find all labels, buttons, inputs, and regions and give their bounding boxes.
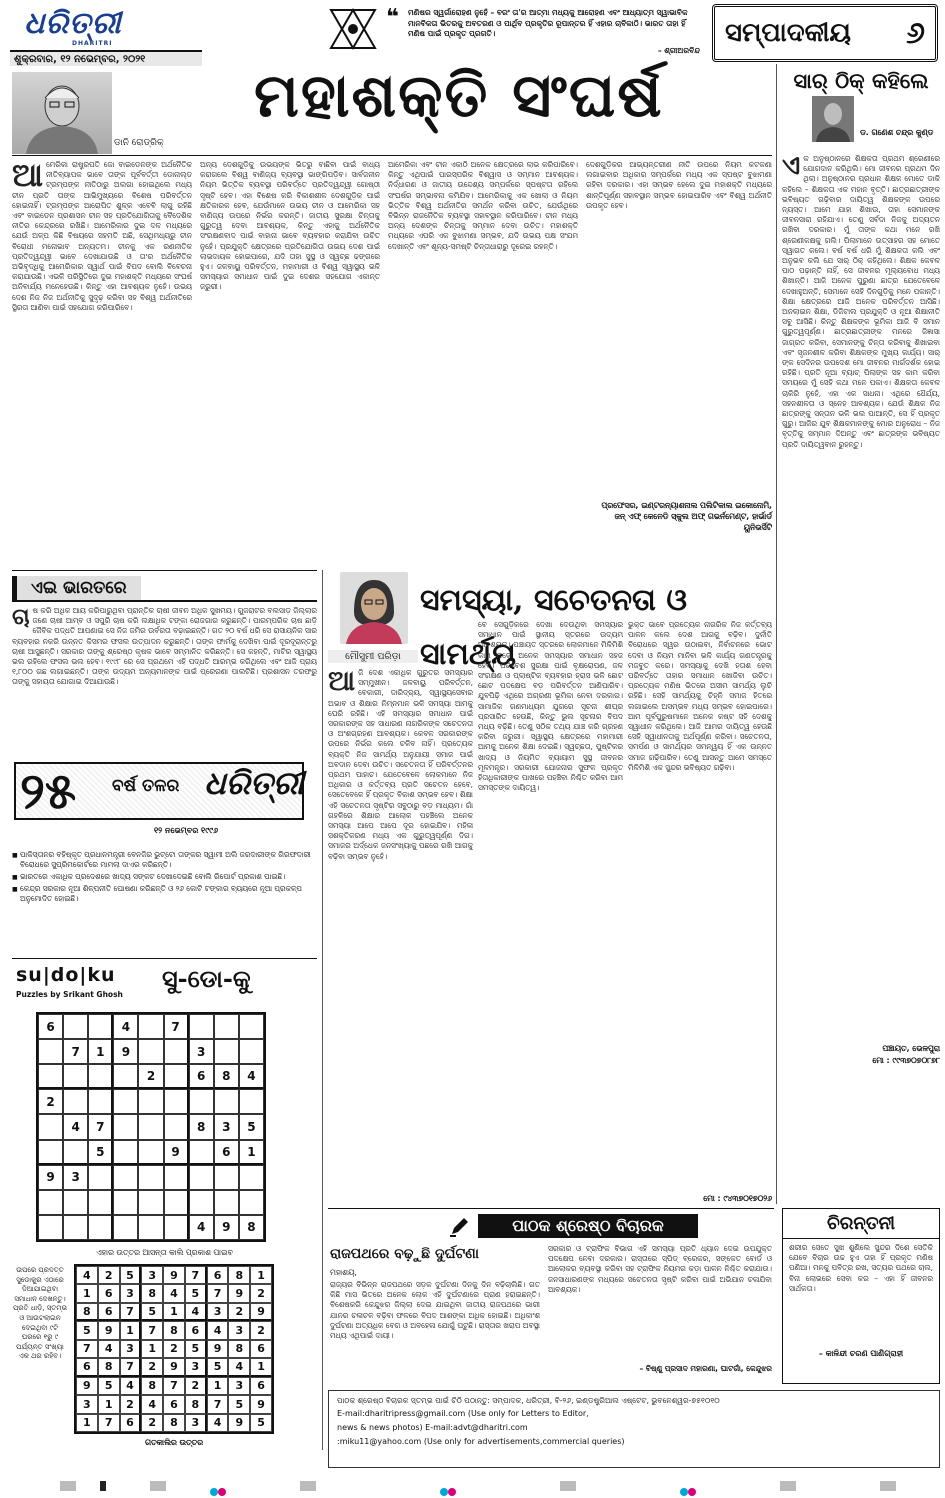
list-item: ■ କେନ୍ଦ୍ର ସରକାର ନୂଆ ଶିଳ୍ପନୀତି ଘୋଷଣା କରିଛନ୍ତି ଓ ୨୬ କୋଟି ଟଙ୍କାର ବ୍ୟୟରେ ନୂଆ ପ୍ରକଳ୍ପ ଅନୁମୋଦିତ ହୋଇଛି। [12,884,317,904]
ei-bharatare-title: ଏଇ ଭାରତରେ [12,576,141,600]
sudoku-cell[interactable] [214,1190,239,1215]
sudoku-cell: 2 [185,1377,207,1395]
letter-title: ରାଜପଥରେ ବଢ଼ୁଛି ଦୁର୍ଘଟଣା [330,1246,479,1262]
sudoku-cell: 2 [250,1321,272,1339]
list-item: ■ ପାକିସ୍ତାନର ବହିଷ୍କୃତ ପ୍ରଧାନମନ୍ତ୍ରୀ ବେନଜିର ଭୁଟ୍ଟୋ ତାଙ୍କର ସ୍ୱାମୀ ଅଲି ଜରଦାରୀଙ୍କ ଗିରଫଦାରୀ ବିରୋଧରେ ସୁପ୍ରିମକୋର୍ଟରେ ମାମଲା ଦାଏର କରିଛନ୍ତି। [12,850,317,870]
chirantani-box [782,1208,940,1384]
sudoku-cell[interactable]: 7 [88,1114,113,1139]
sir-dropcap: ଏ [782,154,801,181]
second-phone: ମୋ : ୯୪୩୭୦୧୭୦୨୬ [703,1194,772,1203]
sudoku-cell[interactable] [189,1165,214,1190]
second-body-col1: ଆ ଜି ଦେଶ ଏକାଧିକ ଗୁରୁତର ସମସ୍ୟାର ସମ୍ମୁଖୀନ। ଜଳବାୟୁ ପରିବର୍ତ୍ତନ, ବେକାରୀ, ଦାରିଦ୍ର୍ୟ, ସ୍ୱାସ୍ଥ୍ୟସେବାର ଅଭାବ ଓ ଶିକ୍ଷାର ନିମ୍ନମାନ ଭଳି ସମସ୍ୟା ଆମକୁ ଘେରି ରହିଛି। ଏହି ସମସ୍ୟାର ସମାଧାନ ପାଇଁ ସରକାରଙ୍କ ସହ ସାଧାରଣ ନାଗରିକଙ୍କ ସଚେତନତା ଓ ଅଂଶଗ୍ରହଣ ଆବଶ୍ୟକ। କେବଳ ସରକାରଙ୍କ ଉପରେ ନିର୍ଭର କଲେ ଚଳିବ ନାହିଁ। ପ୍ରତ୍ୟେକ ବ୍ୟକ୍ତି ନିଜ ସାମର୍ଥ୍ୟ ଅନୁଯାୟୀ ସମାଜ ପାଇଁ ଅବଦାନ ଦେବା ଉଚିତ। ସଚେତନତା ହିଁ ପରିବର୍ତ୍ତନର ପ୍ରଥମ ପାହାଚ। ଯେତେବେଳେ ଲୋକମାନେ ନିଜ ଅଧିକାର ଓ କର୍ତ୍ତବ୍ୟ ପ୍ରତି ସଚେତନ ହେବେ, ସେତେବେଳେ ହିଁ ପ୍ରକୃତ ବିକାଶ ସମ୍ଭବ ହେବ। ଶିକ୍ଷା ଏହି ସଚେତନତା ସୃଷ୍ଟିର ସବୁଠାରୁ ବଡ଼ ମାଧ୍ୟମ। ଗାଁ ଗହଳିରେ ଶିକ୍ଷାର ଆଲୋକ ପହଞ୍ଚିଲେ ଅନେକ ସମସ୍ୟା ଆପେ ଆପେ ଦୂର ହୋଇଯିବ। ମହିଳା ସଶକ୍ତିକରଣ ମଧ୍ୟ ଏକ ଗୁରୁତ୍ୱପୂର୍ଣ୍ଣ ଦିଗ। ସମାଜର ଅର୍ଦ୍ଧେକ ଜନସଂଖ୍ୟାକୁ ପଛରେ ରଖି ଆଗକୁ ବଢ଼ିବା ସମ୍ଭବ ନୁହେଁ। [328,668,473,861]
letter-salutation: ମହାଶୟ, [330,1268,357,1277]
sudoku-cell: 5 [76,1321,98,1339]
sudoku-cell: 4 [141,1395,163,1413]
sudoku-cell: 1 [98,1395,120,1413]
lead-body-col1: ଆ ମେରିକା ରାଷ୍ଟ୍ରପତି ଜୋ ବାଇଡେନଙ୍କ ଅର୍ଥନୈତିକ ନୀତିବ୍ୟାପକ ଭାବେ ତାଙ୍କ ପୂର୍ବବର୍ତ୍ତୀ ଡୋନାଲ୍ଡ ଟ୍ରମ୍ପଙ୍କ ନୀତିଠାରୁ ଅଲଗା ହୋଇଥିଲେ ମଧ୍ୟ ଚୀନ ପ୍ରତି ତାଙ୍କ ଆଭିମୁଖ୍ୟରେ ବିଶେଷ ପରିବର୍ତ୍ତନ ହୋଇନାହିଁ। ଟ୍ରମ୍ପଙ୍କ ଆରୋପିତ ଶୁଳ୍କ ଏବେବି ଲାଗୁ ରହିଛି ଏବଂ ବାଇଡେନ ପ୍ରଶାସନ ଚୀନ ସହ ପ୍ରତିଯୋଗିତାକୁ ବୈଦେଶିକ ନୀତିର କେନ୍ଦ୍ରରେ ରଖିଛି। ଆମେରିକାର ଦୁଇ ଦଳ ମଧ୍ୟରେ ଯେଉଁ ଅଳ୍ପ କିଛି ବିଷୟରେ ସହମତି ଅଛି, ସେଥିମଧ୍ୟରୁ ଚୀନ ବିରୋଧୀ ମନୋଭାବ ଅନ୍ୟତମ। ଚୀନକୁ ଏକ ରଣନୀତିକ ପ୍ରତିଦ୍ୱନ୍ଦ୍ୱୀ ଭାବେ ଦେଖାଯାଉଛି ଓ ତା'ର ଅର୍ଥନୈତିକ ଅଭିବୃଦ୍ଧିକୁ ଆମେରିକାର ସ୍ୱାର୍ଥ ପାଇଁ ବିପଦ ବୋଲି ବିବେଚନା କରାଯାଉଛି। ଏଭଳି ପରିସ୍ଥିତିରେ ଦୁଇ ମହାଶକ୍ତି ମଧ୍ୟରେ ସଂଘର୍ଷ ଅନିବାର୍ଯ୍ୟ ମନେହେଉଛି। କିନ୍ତୁ ଏହା ଆବଶ୍ୟକ ନୁହେଁ। ଉଭୟ ଦେଶ ନିଜ ନିଜ ଅର୍ଥନୀତିକୁ ସୁଦୃଢ଼ କରିବା ସହ ବିଶ୍ୱ ଅର୍ଥନୀତିରେ ସ୍ଥିରତା ଆଣିବା ପାଇଁ ସହଯୋଗ କରିପାରିବେ। [12,160,192,312]
sudoku-cell: 7 [141,1321,163,1339]
sudoku-cell[interactable]: 6 [38,1014,63,1039]
sudoku-cell: 5 [141,1303,163,1321]
sudoku-cell[interactable]: 7 [63,1039,88,1064]
sudoku-cell: 7 [98,1414,120,1432]
sudoku-cell: 7 [120,1358,142,1376]
sudoku-cell[interactable]: 9 [113,1039,138,1064]
sudoku-cell: 9 [76,1377,98,1395]
reader-title-box [478,1214,698,1238]
sudoku-cell: 9 [228,1414,250,1432]
letter-body-col1: ରାଜ୍ୟର ବିଭିନ୍ନ ରାଜପଥରେ ସଡ଼କ ଦୁର୍ଘଟଣା ଦିନକୁ ଦିନ ବଢ଼ିଚାଲିଛି। ଗତ କିଛି ମାସ ଭିତରେ ଅନେକ ଲୋକ ଏହି ଦୁର୍ଘଟଣାରେ ପ୍ରାଣ ହରାଇଛନ୍ତି। ବିଶେଷକରି କେନ୍ଦୁଝର ଜିଲ୍ଲା ଦେଇ ଯାଇଥିବା ଜାତୀୟ ରାଜପଥରେ ଭାରୀ ଯାନର ଚଳାଚଳ ବଢ଼ିବା ଫଳରେ ବିପଦ ଆଶଙ୍କା ଅଧିକ ହୋଇଛି। ଅଧିକାଂଶ ଦୁର୍ଘଟଣା ଅତ୍ୟଧିକ ବେଗ ଓ ଅବହେଳା ଯୋଗୁଁ ଘଟୁଛି। ରାସ୍ତାର ଖରାପ ଅବସ୍ଥା ମଧ୍ୟ ଏଥିପାଇଁ ଦାୟୀ। [330,1280,540,1341]
sudoku-cell[interactable] [138,1165,163,1190]
chirantani-body: ଶରୀର ସେତେ ସୁଖ ଶୁଣିଲେ ସୁନ୍ଦର ଦିଶେ ସେତିକି ଯେବେ ବିଚାର ଉଚ୍ଚ ହୁଏ ତାହା ହିଁ ପ୍ରକୃତ ମଣିଷ ପଣିଆ। ମନକୁ ପବିତ୍ର ରଖ, ସତ୍ୟର ପଥରେ ଚାଲ, ବିନା ଲୋଭରେ ସେବା କର – ଏହା ହିଁ ଜୀବନର ସାର୍ଥକତା। [789,1243,933,1293]
quote-mark-icon: ❝ [386,5,399,30]
second-body-col2: ବେ ସେଗୁଡ଼ିକରେ ଦେଖା ଦେଉଥିବା ସମସ୍ୟାର ସମାଧାନ ପାଇଁ ସ୍ଥାନୀୟ ସ୍ତରରେ ଉଦ୍ୟମ ଆବଶ୍ୟକ। ପଞ୍ଚାୟତ ସ୍ତରରେ ଲୋକମାନେ ମିଳିମିଶି କାମ କଲେ ଅନେକ ସମସ୍ୟାର ସମାଧାନ ସହଜ ହେବ। ପରିବେଶ ସୁରକ୍ଷା ପାଇଁ ବୃକ୍ଷରୋପଣ, ଜଳ ସଂରକ୍ଷଣ ଓ ପ୍ଲାଷ୍ଟିକ ବ୍ୟବହାର ହ୍ରାସ ଭଳି ଛୋଟ ଛୋଟ ପଦକ୍ଷେପ ବଡ଼ ପରିବର୍ତ୍ତନ ଆଣିପାରିବ। ଯୁବପିଢ଼ି ଏଥିରେ ଅଗ୍ରଣୀ ଭୂମିକା ନେବା ଦରକାର। ସାମାଜିକ ଗଣମାଧ୍ୟମ ଯୁଗରେ ସୂଚନା ଶୀଘ୍ର ପ୍ରସାରିତ ହେଉଛି, କିନ୍ତୁ ଭୁଲ ସୂଚନାର ବିପଦ ମଧ୍ୟ ବଢ଼ିଛି। ତେଣୁ ସଠିକ ତଥ୍ୟ ଯାଞ୍ଚ କରି ଗ୍ରହଣ କରିବା ଜରୁରୀ। ସ୍ୱାସ୍ଥ୍ୟ କ୍ଷେତ୍ରରେ ମହାମାରୀ ଆମକୁ ଅନେକ ଶିକ୍ଷା ଦେଇଛି। ସ୍ୱଚ୍ଛତା, ପୁଷ୍ଟିକର ଖାଦ୍ୟ ଓ ନିୟମିତ ବ୍ୟାୟାମ ସୁସ୍ଥ ଜୀବନର ମୂଳମନ୍ତ୍ର। ସରକାରୀ ଯୋଜନାର ସୁଫଳ ପ୍ରକୃତ ହିତାଧିକାରୀଙ୍କ ପାଖରେ ପହଞ୍ଚିବା ନିଶ୍ଚିତ କରିବା ଆମ ସମସ୍ତଙ୍କ ଦାୟିତ୍ୱ। [478,620,623,793]
sudoku-cell: 5 [250,1414,272,1432]
sudoku-cell: 1 [163,1303,185,1321]
sudoku-cell[interactable] [164,1215,189,1240]
sudoku-cell[interactable] [38,1140,63,1165]
sudoku-cell: 1 [250,1358,272,1376]
chirantani-author: – କାଳିନ୍ଦୀ ଚରଣ ପାଣିଗ୍ରାହୀ [818,1349,904,1358]
chirantani-title: ଚିରନ୍ତନୀ [783,1209,939,1239]
masthead [10,6,210,68]
sudoku-cell[interactable]: 2 [38,1089,63,1114]
sudoku-cell: 2 [228,1303,250,1321]
sudoku-cell[interactable] [239,1190,264,1215]
sudoku-cell: 3 [120,1284,142,1302]
sudoku-cell: 6 [120,1414,142,1432]
sir-column-contact: ପଞ୍ଚାୟତ, ଭେଳପୁରା [882,1044,940,1053]
sudoku-cell[interactable] [138,1039,163,1064]
second-headline: ସମସ୍ୟା, ସଚେତନତା ଓ ସାମର୍ଥ୍ୟ [420,583,687,672]
section-header [712,4,938,62]
sudoku-cell[interactable]: 5 [239,1114,264,1139]
sudoku-cell[interactable] [138,1014,163,1039]
sudoku-cell[interactable] [63,1190,88,1215]
sudoku-cell[interactable] [88,1165,113,1190]
sudoku-solution-label: ଗତକାଲିର ଉତ୍ତର [144,1438,204,1447]
sudoku-cell: 8 [185,1395,207,1413]
person-portrait-icon [812,96,854,142]
sudoku-cell[interactable] [113,1165,138,1190]
sudoku-cell: 5 [98,1377,120,1395]
sudoku-cell[interactable] [189,1014,214,1039]
sudoku-cell: 3 [185,1414,207,1432]
sudoku-cell[interactable] [214,1014,239,1039]
masthead-logo[interactable]: ଧରିତ୍ରୀ [24,6,122,41]
sudoku-cell[interactable] [164,1064,189,1089]
sudoku-subtitle: Puzzles by Srikant Ghosh [16,990,123,999]
sudoku-cell[interactable] [38,1190,63,1215]
sudoku-cell: 2 [120,1395,142,1413]
sudoku-cell[interactable]: 8 [189,1114,214,1139]
sudoku-cell: 6 [163,1395,185,1413]
sudoku-cell[interactable]: 8 [214,1064,239,1089]
sudoku-cell[interactable] [63,1089,88,1114]
footer-line2[interactable]: E-mail:dharitripress@gmail.com (Use only for Letters to Editor, [337,1409,589,1418]
sudoku-cell: 1 [76,1414,98,1432]
sudoku-cell: 1 [250,1266,272,1284]
sudoku-cell: 7 [207,1395,229,1413]
sudoku-cell: 5 [207,1358,229,1376]
sudoku-solution-side: ଉପରେ ପ୍ରଦତ୍ତ ସୁଡୋକୁର ଏଠାରେ ଦିଆଯାଇଥିବା ସମାଧାନ ଦେଖନ୍ତୁ। ପ୍ରତି ଧାଡ଼ି, ସ୍ତମ୍ଭ ଓ ଆଉଟଲାଇନ ଦେଇଥିବା ୯ଟି ଘରରେ ୧ରୁ ୯ ପର୍ଯ୍ୟନ୍ତ ସଂଖ୍ୟା ଏକ ଥର ରହିବ। [12,1266,68,1361]
sudoku-cell: 3 [207,1303,229,1321]
sudoku-cell[interactable]: 9 [38,1165,63,1190]
sudoku-grid[interactable] [36,1012,266,1242]
lead-body-col2: ଅନ୍ୟ ଦେଶଗୁଡ଼ିକୁ ଉଭୟଙ୍କ ଭିତରୁ ବାଛିବା ପାଇଁ ବାଧ୍ୟ କରାଗଲେ ବିଶ୍ୱ ବାଣିଜ୍ୟ ବ୍ୟବସ୍ଥା ଭାଙ୍ଗିପଡ଼ିବ। ସାର୍ବଜନୀନ ନିୟମ ଭିତ୍ତିକ ବ୍ୟବସ୍ଥା ପରିବର୍ତ୍ତେ ପ୍ରତିଦ୍ୱନ୍ଦ୍ୱୀ ଗୋଷ୍ଠୀ ସୃଷ୍ଟି ହେବ। ଏହା ବିଶେଷ କରି ବିକାଶଶୀଳ ଦେଶଗୁଡ଼ିକ ପାଇଁ କ୍ଷତିକାରକ ହେବ, ଯେଉଁମାନେ ଉଭୟ ଚୀନ ଓ ଆମେରିକା ସହ ବାଣିଜ୍ୟ ଉପରେ ନିର୍ଭର କରନ୍ତି। ଜାତୀୟ ସୁରକ୍ଷା ଚିନ୍ତାକୁ ଗୁରୁତ୍ୱ ଦେବା ଆବଶ୍ୟକ, କିନ୍ତୁ ଏହାକୁ ଅର୍ଥନୈତିକ ସଂରକ୍ଷଣବାଦ ପାଇଁ ବାହାନା ଭାବେ ବ୍ୟବହାର କରାଯିବା ଉଚିତ ନୁହେଁ। ପ୍ରଯୁକ୍ତି କ୍ଷେତ୍ରରେ ପ୍ରତିଯୋଗିତା ଉଭୟ ଦେଶ ପାଇଁ ଲାଭଦାୟକ ହୋଇପାରେ, ଯଦି ତାହା ସୁସ୍ଥ ଓ ସ୍ୱଚ୍ଛ ଢଙ୍ଗରେ ହୁଏ। ଜଳବାୟୁ ପରିବର୍ତ୍ତନ, ମହାମାରୀ ଓ ବିଶ୍ୱ ସ୍ୱାସ୍ଥ୍ୟ ଭଳି ସମସ୍ୟାର ସମାଧାନ ପାଇଁ ଦୁଇ ଦେଶର ସହଯୋଗ ଏକାନ୍ତ ଜରୁରୀ। [200,160,380,292]
sudoku-cell: 3 [185,1358,207,1376]
sudoku-cell[interactable]: 4 [189,1215,214,1240]
sudoku-cell: 6 [185,1321,207,1339]
sudoku-cell[interactable]: 1 [88,1039,113,1064]
sudoku-logo: su|do|ku [16,964,116,986]
sudoku-cell: 9 [207,1340,229,1358]
quote-banner [386,5,704,60]
sudoku-cell[interactable] [63,1064,88,1089]
sudoku-cell: 3 [120,1340,142,1358]
sudoku-cell[interactable] [88,1215,113,1240]
sir-column-phone: ମୋ : ୯୯୩୭୦୭୦୮୭୮ [872,1056,940,1065]
sudoku-cell[interactable]: 2 [138,1064,163,1089]
sudoku-cell: 7 [207,1284,229,1302]
sudoku-cell: 7 [76,1340,98,1358]
sudoku-cell[interactable] [189,1089,214,1114]
sudoku-cell[interactable] [88,1014,113,1039]
sudoku-cell[interactable]: 4 [239,1064,264,1089]
sudoku-cell: 8 [141,1284,163,1302]
sudoku-cell: 5 [228,1395,250,1413]
sudoku-cell: 9 [250,1395,272,1413]
dharitri25-number: ୨୫ [20,761,77,820]
quote-author: – ଶ୍ରୀଅରବିନ୍ଦ [657,46,700,55]
sudoku-cell[interactable] [214,1089,239,1114]
footer-line1: ପାଠକ ଶ୍ରେଷ୍ଠ ବିଚାରକ ସ୍ତମ୍ଭ ପାଇଁ ଚିଠି ପଠାନ୍ତୁ: ସମ୍ପାଦକ, ଧରିତ୍ରୀ, ବି-୨୬, ଇଣ୍ଡଷ୍ଟ୍ରିଆଲ ଏଷ୍ଟେଟ, ଭୁବନେଶ୍ୱର-୭୫୧୦୧୦ [337,1396,720,1405]
sudoku-note: ଏହାର ଉତ୍ତର ଆସନ୍ତା କାଲି ପ୍ରକାଶ ପାଇବ [96,1248,233,1257]
sudoku-cell[interactable] [38,1215,63,1240]
sudoku-cell: 5 [185,1284,207,1302]
sudoku-cell: 1 [207,1377,229,1395]
sir-column-body: ଏ କ ଅନୁଷ୍ଠାନରେ ଶିକ୍ଷକତା ପ୍ରଥମ ଶ୍ରେଣୀରେ ଯୋଗଦାନ କରିଥିଲି। ମୋ ଜୀବନର ପ୍ରଥମ ଦିନ ଥିଲା। ଅନୁଷ୍ଠାନର ପ୍ରଧାନ ଶିକ୍ଷକ ମୋତେ ଡାକି କହିଲେ – ଶିକ୍ଷକତା ଏକ ମହାନ ବୃତ୍ତି। ଛାତ୍ରଛାତ୍ରୀଙ୍କ ଭବିଷ୍ୟତ ଗଢ଼ିବାର ଦାୟିତ୍ୱ ଶିକ୍ଷକଙ୍କ ଉପରେ ନ୍ୟସ୍ତ। ଆମେ ଯାହା ଶିଖାଉ, ତାହା ସେମାନଙ୍କ ଜୀବନସାରା ରହିଯାଏ। ତେଣୁ ସର୍ବଦା ନିଜକୁ ଅଦ୍ୟତନ ରଖିବା ଦରକାର। ମୁଁ ତାଙ୍କ କଥା ମନେ ରଖି ଶ୍ରେଣୀକକ୍ଷକୁ ଗଲି। ପିଲାମାନେ ଉତ୍ସାହର ସହ ମୋତେ ସ୍ୱାଗତ କଲେ। ବର୍ଷ ବର୍ଷ ଧରି ମୁଁ ଶିକ୍ଷକତା କଲି ଏବଂ ଅନୁଭବ କଲି ଯେ ସାର୍ ଠିକ୍ କହିଥିଲେ। ଶିକ୍ଷକ କେବଳ ପାଠ ପଢ଼ାନ୍ତି ନାହିଁ, ସେ ଜୀବନର ମୂଲ୍ୟବୋଧ ମଧ୍ୟ ଶିଖାନ୍ତି। ଆଜି ଅନେକ ପୁରୁଣା ଛାତ୍ର ଯେତେବେଳେ ଦେଖାହୁଅନ୍ତି, ସେମାନେ ସେହି ଦିନଗୁଡ଼ିକୁ ମନେ ପକାନ୍ତି। ଶିକ୍ଷା କ୍ଷେତ୍ରରେ ଆଜି ଅନେକ ପରିବର୍ତ୍ତନ ଆସିଛି। ଅନଲାଇନ ଶିକ୍ଷା, ଡିଜିଟାଲ ପ୍ରଯୁକ୍ତି ଓ ନୂଆ ଶିକ୍ଷାନୀତି ସବୁ ଆସିଛି। କିନ୍ତୁ ଶିକ୍ଷକଙ୍କ ଭୂମିକା ଆଜି ବି ସମାନ ଗୁରୁତ୍ୱପୂର୍ଣ୍ଣ। ଛାତ୍ରଛାତ୍ରୀଙ୍କ ମନରେ ଜିଜ୍ଞାସା ଜାଗ୍ରତ କରିବା, ସେମାନଙ୍କୁ ଚିନ୍ତା କରିବାକୁ ଶିଖାଇବା ଏବଂ ସୃଜନଶୀଳ କରିବା ଶିକ୍ଷକଙ୍କ ମୁଖ୍ୟ କାର୍ଯ୍ୟ। ସାର୍ ଙ୍କ ସେଦିନର ଉପଦେଶ ମୋ ଜୀବନର ମାର୍ଗଦର୍ଶକ ହୋଇ ରହିଛି। ପ୍ରତି ନୂଆ ବ୍ୟାଚ୍ ପିଲାଙ୍କ ସହ କାମ କରିବା ସମୟରେ ମୁଁ ସେହି କଥା ମନେ ପକାଏ। ଶିକ୍ଷକତା କେବଳ ଚାକିରି ନୁହେଁ, ଏହା ଏକ ସାଧନା। ଏଥିରେ ଧୈର୍ଯ୍ୟ, ସହନଶୀଳତା ଓ ସ୍ନେହ ଆବଶ୍ୟକ। ଯେଉଁ ଶିକ୍ଷକ ନିଜ ଛାତ୍ରଙ୍କୁ ସନ୍ତାନ ଭଳି ଭଲ ପାଆନ୍ତି, ସେ ହିଁ ପ୍ରକୃତ ଗୁରୁ। ଆଜିର ଯୁବ ଶିକ୍ଷକମାନଙ୍କୁ ମୋର ଅନୁରୋଧ – ନିଜ ବୃତ୍ତିକୁ ସମ୍ମାନ ଦିଅନ୍ତୁ ଏବଂ ଛାତ୍ରଙ୍କ ଭବିଷ୍ୟତ ପ୍ରତି ଦାୟିତ୍ୱବାନ ରୁହନ୍ତୁ। [782,154,940,449]
sudoku-cell: 4 [163,1284,185,1302]
sudoku-cell: 8 [98,1358,120,1376]
footer-line3[interactable]: news & news photos) E-mail:advt@dharitri.com [337,1423,528,1432]
pen-icon [448,1214,472,1238]
dharitri25-label: ବର୍ଷ ତଳର [112,776,180,796]
sudoku-cell[interactable]: 9 [214,1215,239,1240]
sudoku-cell: 9 [98,1321,120,1339]
lead-headline: ମହାଶକ୍ତି ସଂଘର୍ଷ [254,61,664,131]
sudoku-cell[interactable] [113,1140,138,1165]
sudoku-cell: 9 [228,1284,250,1302]
sudoku-cell: 4 [207,1321,229,1339]
print-registration-bar [0,1478,945,1494]
sudoku-cell: 4 [228,1358,250,1376]
sudoku-cell[interactable]: 4 [113,1014,138,1039]
letter-body-col2: ସରକାର ଓ ଟ୍ରାଫିକ ବିଭାଗ ଏହି ସମସ୍ୟା ପ୍ରତି ଧ୍ୟାନ ଦେଇ ଉପଯୁକ୍ତ ପଦକ୍ଷେପ ନେବା ଦରକାର। ରାସ୍ତାରେ ସ୍ପିଡ୍ ବ୍ରେକର, ସଙ୍କେତ ବୋର୍ଡ ଓ ଆଲୋକର ବ୍ୟବସ୍ଥା କରିବା ସହ ଟ୍ରାଫିକ ନିୟମର କଡ଼ା ପାଳନ ନିଶ୍ଚିତ କରାଯାଉ। ଜନସାଧାରଣଙ୍କ ମଧ୍ୟରେ ସଚେତନତା ସୃଷ୍ଟି କରିବା ପାଇଁ ଅଭିଯାନ ଚଳାଯିବା ଆବଶ୍ୟକ। [548,1244,772,1294]
sudoku-cell: 4 [120,1377,142,1395]
sudoku-cell: 3 [141,1266,163,1284]
sudoku-cell: 2 [250,1284,272,1302]
sudoku-cell: 6 [98,1303,120,1321]
sudoku-cell[interactable] [164,1039,189,1064]
sudoku-cell: 5 [120,1266,142,1284]
sudoku-cell[interactable] [189,1140,214,1165]
dharitri25-list [12,850,317,906]
sudoku-cell[interactable] [88,1190,113,1215]
sudoku-cell: 6 [76,1358,98,1376]
sudoku-cell: 8 [163,1414,185,1432]
sudoku-cell[interactable] [63,1014,88,1039]
dharitri25-date: ୧୨ ନଭେମ୍ବର ୧୯୯୬ [154,826,219,835]
sudoku-cell[interactable] [138,1114,163,1139]
masthead-logo-sub: DHARITRI [72,40,113,47]
sudoku-cell[interactable]: 1 [239,1140,264,1165]
sudoku-cell: 1 [76,1284,98,1302]
sudoku-cell[interactable]: 6 [189,1064,214,1089]
sudoku-cell[interactable] [113,1089,138,1114]
sudoku-cell[interactable] [63,1140,88,1165]
sudoku-cell[interactable] [138,1190,163,1215]
dharitri25-banner [14,756,310,840]
lead-author-photo [12,72,112,154]
sudoku-cell: 6 [207,1266,229,1284]
sudoku-cell: 7 [120,1303,142,1321]
sudoku-cell[interactable] [138,1215,163,1240]
second-dropcap: ଆ [328,668,356,697]
sudoku-cell[interactable] [164,1089,189,1114]
sudoku-cell[interactable]: 3 [214,1114,239,1139]
sudoku-cell: 3 [228,1377,250,1395]
lead-author-caption: ଡାନି ରୋଡ୍ରିକ୍ [114,138,164,148]
lead-dropcap: ଆ [12,160,43,194]
sudoku-cell: 1 [120,1321,142,1339]
masthead-date-box [10,50,202,66]
sudoku-cell: 3 [76,1395,98,1413]
sudoku-cell: 4 [207,1414,229,1432]
masthead-date: ଶୁକ୍ରବାର, ୧୨ ନଭେମ୍ବର, ୨୦୨୧ [14,54,146,65]
sir-column-author: ଡ. ଗଣେଶ ଚନ୍ଦ୍ର କୁଣ୍ଡ [860,128,934,137]
star-emblem-icon [328,8,378,50]
sudoku-title-odia: ସୁ-ଡୋ-କୁ [162,964,251,993]
sudoku-cell[interactable] [164,1165,189,1190]
footer-line4[interactable]: :miku11@yahoo.com (Use only for advertisements,commercial queries) [337,1437,625,1446]
sudoku-cell: 8 [163,1321,185,1339]
sudoku-cell[interactable] [214,1165,239,1190]
sudoku-cell[interactable] [239,1089,264,1114]
sudoku-cell[interactable] [38,1039,63,1064]
sudoku-cell[interactable] [63,1215,88,1240]
sudoku-solution-grid [74,1264,274,1434]
sudoku-cell: 7 [163,1377,185,1395]
sudoku-cell[interactable] [239,1165,264,1190]
sudoku-cell[interactable]: 7 [164,1014,189,1039]
ei-bharatare-header [12,576,317,602]
footer-box [328,1390,940,1468]
letter-signature: – ବିଷ୍ଣୁ ପ୍ରସାଦ ମହାରଣା, ଘାଟଗାଁ, କେନ୍ଦୁଝର [639,1364,772,1373]
sudoku-cell: 7 [185,1266,207,1284]
sudoku-cell: 6 [250,1340,272,1358]
sudoku-cell[interactable]: 6 [214,1140,239,1165]
sudoku-cell[interactable] [164,1190,189,1215]
sudoku-cell[interactable]: 3 [189,1039,214,1064]
section-name: ସମ୍ପାଦକୀୟ [725,17,851,48]
sudoku-cell: 9 [250,1303,272,1321]
reader-title: ପାଠକ ଶ୍ରେଷ୍ଠ ବିଚାରକ [512,1216,664,1235]
sudoku-cell: 2 [141,1414,163,1432]
sudoku-cell[interactable]: 4 [63,1114,88,1139]
sudoku-cell: 9 [163,1358,185,1376]
person-portrait-icon [340,572,408,644]
sudoku-cell[interactable] [164,1114,189,1139]
sudoku-cell[interactable] [138,1089,163,1114]
sudoku-cell: 4 [76,1266,98,1284]
ei-bharatare-body: ଚା ଷ କରି ଅଧିକ ଆୟ କରିପାରୁଥିବା ପ୍ରାନ୍ତିକ ଚାଷୀ ଜୀବନ ଅଧିକ ସୁଖମୟ। ଗୁଜରାଟର ବଲସାଡ଼ ଜିଲ୍ଲାର ଜଣେ ଚାଷୀ ଆମ୍ବ ଓ ସପୁରି ଚାଷ କରି ଲକ୍ଷାଧିକ ଟଙ୍କା ରୋଜଗାର କରୁଛନ୍ତି। ପାରମ୍ପରିକ ଚାଷ ଛାଡ଼ି ଜୈବିକ ପଦ୍ଧତି ଆପଣାଇ ସେ ନିଜ ଜମିର ଉର୍ବରତା ବଢ଼ାଇଛନ୍ତି। ଗତ ୨୦ ବର୍ଷ ଧରି ସେ ରାସାୟନିକ ସାର ବ୍ୟବହାର ନକରି ଉନ୍ନତ କିସମର ଫସଲ ଉତ୍ପାଦନ କରୁଛନ୍ତି। ତାଙ୍କ ଫାର୍ମକୁ ଦେଖିବା ପାଇଁ ଦୂରଦୂରାନ୍ତରୁ ଚାଷୀ ଆସୁଛନ୍ତି। ସରକାର ତାଙ୍କୁ ଶ୍ରେଷ୍ଠ କୃଷକ ଭାବେ ସମ୍ମାନିତ କରିଛନ୍ତି। ସେ କହନ୍ତି, ମାଟିର ସ୍ୱାସ୍ଥ୍ୟ ଭଲ ରହିଲେ ଫସଲ ଭଲ ହେବ। ୧୯୯୮ ରେ ସେ ପ୍ରଥମେ ଏହି ପଦ୍ଧତି ଆରମ୍ଭ କରିଥିଲେ ଏବଂ ଆଜି ପ୍ରାୟ ୧,୮୦୦ ଗଛ ଲଗାଇଛନ୍ତି। ତାଙ୍କ ଉଦ୍ୟମ ଅନ୍ୟମାନଙ୍କ ପାଇଁ ପ୍ରେରଣା ପାଲଟିଛି। ପ୍ରଶାସନ ତରଫରୁ ତାଙ୍କୁ ସହାୟତା ଯୋଗାଇ ଦିଆଯାଉଛି। [12,606,317,687]
sudoku-cell: 6 [98,1284,120,1302]
sir-column-title: ସାର୍ ଠିକ୍ କହିଲେ [793,68,929,93]
sudoku-cell[interactable]: 3 [63,1165,88,1190]
lead-credit-name: ପ୍ରଫେସର, ଇଣ୍ଟରନ୍ୟାଶନାଲ ପଲିଟିକାଲ ଇକୋନୋମି, [601,501,772,510]
sudoku-cell[interactable] [113,1114,138,1139]
sudoku-cell: 5 [185,1340,207,1358]
sudoku-cell: 4 [185,1303,207,1321]
quote-text: ମଣିଷର ସ୍ୱର୍ଗାରୋହଣ ନୁହେଁ – ବରଂ ତା'ର ଆତ୍ମା ମଧ୍ୟକୁ ଆରୋହଣ ଏବଂ ଆଧ୍ୟାତ୍ମ ସ୍ୱାଭାବିକ ମାନବିକତା ଭିତରକୁ ଅବତରଣ ଓ ପାର୍ଥିବ ପ୍ରକୃତିର ରୂପାନ୍ତର ହିଁ ଏହାର ଚାବିକାଠି। ଭାରତ ତାହା ହିଁ ମଣିଷ ପାଇଁ ପ୍ରକୃତ ପ୍ରଗତି। [408,8,688,38]
list-item: ■ ଭାରତରେ ଏକାଧିକ ପ୍ରଦେଶରେ ଖାଦ୍ୟ ସଙ୍କଟ ଦେଖାଦେଇଛି ବୋଲି ରିପୋର୍ଟ ପ୍ରକାଶ ପାଇଛି। [12,872,317,882]
second-body-col3: ଭୁକ୍ତ ଭାବେ ପ୍ରତ୍ୟେକ ନାଗରିକ ନିଜ କର୍ତ୍ତବ୍ୟ ପାଳନ କଲେ ଦେଶ ଆଗକୁ ବଢ଼ିବ। ଦୁର୍ନୀତି ବିରୋଧରେ ସ୍ୱର ଉଠାଇବା, ନିର୍ବାଚନରେ ଭୋଟ ଦେବା ଓ ନିୟମ ମାନିବା ଭଳି କାର୍ଯ୍ୟ ଗଣତନ୍ତ୍ରକୁ ମଜବୁତ କରେ। ସମସ୍ୟାକୁ ଦେଖି ହତାଶ ହେବା ପରିବର୍ତ୍ତେ ତାହାର ସମାଧାନ ଖୋଜିବା ଉଚିତ। ପ୍ରତ୍ୟେକ ମଣିଷ ଭିତରେ ଅସୀମ ସାମର୍ଥ୍ୟ ଲୁଚି ରହିଛି। ସେହି ସାମର୍ଥ୍ୟକୁ ଚିହ୍ନି ସମାଜ ହିତରେ ଲଗାଇଲେ ଅସମ୍ଭବ ମଧ୍ୟ ସମ୍ଭବ ହୋଇପାରେ। ଆମ ପୂର୍ବପୁରୁଷମାନେ ଅନେକ କଷ୍ଟ ସହି ଦେଶକୁ ସ୍ୱାଧୀନ କରିଥିଲେ। ଆଜି ଆମର ଦାୟିତ୍ୱ ହେଉଛି ସେହି ସ୍ୱାଧୀନତାକୁ ଅର୍ଥପୂର୍ଣ୍ଣ କରିବା। ସଚେତନତା, ସମର୍ପଣ ଓ ସାମର୍ଥ୍ୟର ସମନ୍ୱୟ ହିଁ ଏକ ଉନ୍ନତ ସମାଜ ଗଢ଼ିପାରିବ। ତେଣୁ ଆସନ୍ତୁ ଆମେ ସମସ୍ତେ ମିଳିମିଶି ଏକ ସୁନ୍ଦର ଭବିଷ୍ୟତ ଗଢ଼ିବା। [628,620,772,772]
sudoku-cell[interactable]: 5 [88,1140,113,1165]
sudoku-cell[interactable] [239,1014,264,1039]
lead-credit [586,500,772,533]
second-author-name: ମୌସୁମୀ ପରିଡ଼ା [328,650,418,663]
sudoku-cell[interactable] [239,1039,264,1064]
sudoku-cell[interactable] [113,1190,138,1215]
sudoku-cell[interactable] [38,1064,63,1089]
sudoku-cell[interactable] [113,1215,138,1240]
reader-header [328,1212,774,1240]
sudoku-cell: 8 [228,1266,250,1284]
sudoku-cell: 2 [141,1358,163,1376]
sudoku-cell: 8 [141,1377,163,1395]
sudoku-cell[interactable] [88,1089,113,1114]
sudoku-cell[interactable] [88,1064,113,1089]
page-number: ୬ [906,15,925,51]
sudoku-cell[interactable]: 8 [239,1215,264,1240]
lead-body-col3: ଆମେରିକା ଏବଂ ଚୀନ ଏକାଠି ଅନେକ କ୍ଷେତ୍ରରେ ଲାଭ କରିପାରିବେ। କିନ୍ତୁ ଏଥିପାଇଁ ପାରସ୍ପରିକ ବିଶ୍ୱାସ ଓ ସମ୍ମାନ ଆବଶ୍ୟକ। ନିର୍ଦ୍ଧାରଣ ଓ ଜାତୀୟ ଉଦ୍ଦେଶ୍ୟ ସମ୍ପର୍କରେ ସ୍ପଷ୍ଟତା ରହିଲେ ସଂଘର୍ଷର ସମ୍ଭାବନା କମିଯିବ। ଆମେରିକାକୁ ଏକ ଖୋଲା ଓ ନିୟମ ଭିତ୍ତିକ ବିଶ୍ୱ ଅର୍ଥନୀତିର ସମର୍ଥନ କରିବା ଉଚିତ, ଯେଉଁଥିରେ ବିଭିନ୍ନ ରାଜନୈତିକ ବ୍ୟବସ୍ଥା ସହାବସ୍ଥାନ କରିପାରିବେ। ଚୀନ ମଧ୍ୟ ଅନ୍ୟ ଦେଶଙ୍କ ଚିନ୍ତାକୁ ସମ୍ମାନ ଦେବା ଉଚିତ। ମହାଶକ୍ତି ମଧ୍ୟରେ ଏପରି ଏକ ବୁଝାମଣା ସମ୍ଭବ, ଯଦି ଉଭୟ ପକ୍ଷ ସଂଯମ ଦେଖାନ୍ତି ଏବଂ ଶୂନ୍ୟ-ସମଷ୍ଟି ଚିନ୍ତାଧାରାରୁ ଦୂରେଇ ରହନ୍ତି। [388,160,578,251]
sudoku-cell: 2 [98,1266,120,1284]
sudoku-cell: 3 [228,1321,250,1339]
ei-dropcap: ଚା [12,606,30,630]
person-portrait-icon [12,72,112,154]
sudoku-cell[interactable] [189,1190,214,1215]
sudoku-cell: 6 [250,1377,272,1395]
sudoku-cell: 1 [141,1340,163,1358]
sudoku-cell[interactable] [113,1064,138,1089]
sudoku-cell: 8 [76,1303,98,1321]
sir-column-photo [812,96,854,142]
sudoku-header [12,962,317,1006]
second-author-photo [340,572,408,644]
sudoku-cell[interactable] [38,1114,63,1139]
lead-body-col4: ଦେଶଗୁଡ଼ିକର ଆଭ୍ୟନ୍ତରୀଣ ନୀତି ଉପରେ ନିୟମ କଟକଣା ଲଗାଇବାର ଅଧିକାର ସମ୍ପର୍କରେ ମଧ୍ୟ ଏକ ସ୍ପଷ୍ଟ ବୁଝାମଣା ରହିବା ଦରକାର। ଏହା ସମ୍ଭବ ହେଲେ ଦୁଇ ମହାଶକ୍ତି ମଧ୍ୟରେ ଶାନ୍ତିପୂର୍ଣ୍ଣ ସହାବସ୍ଥାନ ସମ୍ଭବ ହୋଇପାରିବ ଏବଂ ବିଶ୍ୱ ଅର୍ଥନୀତି ଉପକୃତ ହେବ। [586,160,772,210]
sudoku-cell: 9 [163,1266,185,1284]
dharitri25-logo: ଧରିତ୍ରୀ [204,764,304,802]
sudoku-cell[interactable]: 9 [164,1140,189,1165]
lead-credit-school: ଜନ୍ ଏଫ୍ କେନେଡି ସ୍କୁଲ ଅଫ୍ ଗଭର୍ନମେଣ୍ଟ, ହାର୍ଭାର୍ଡ ୟୁନିଭର୍ସିଟି [614,512,772,532]
sudoku-cell[interactable] [214,1039,239,1064]
sudoku-cell: 8 [228,1340,250,1358]
sudoku-cell: 2 [163,1340,185,1358]
sudoku-cell: 4 [98,1340,120,1358]
sudoku-cell[interactable] [138,1140,163,1165]
